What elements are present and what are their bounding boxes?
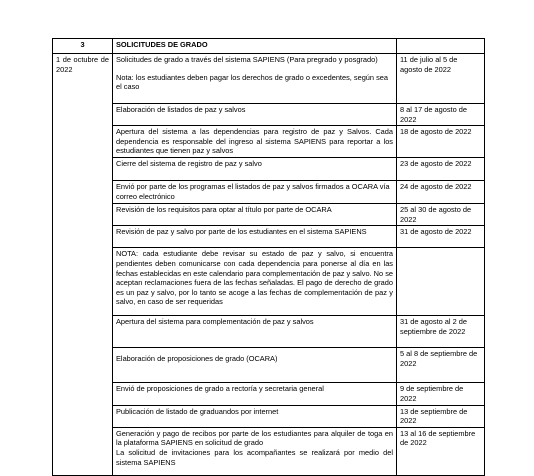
date-cell: 31 de agosto de 2022 [397,226,485,248]
activity-cell: Revisión de paz y salvo por parte de los estudiantes en el sistema SAPIENS [113,226,397,248]
date-cell: 13 de septiembre de 2022 [397,405,485,427]
date-cell: 31 de agosto al 2 de septiembre de 2022 [397,316,485,348]
activity-cell: Revisión de los requisitos para optar al título por parte de OCARA [113,204,397,226]
date-cell: 23 de agosto de 2022 [397,158,485,181]
date-cell: 9 de septiembre de 2022 [397,383,485,405]
date-cell: 13 al 16 de septiembre de 2022 [397,427,485,475]
activity-cell: Cierre del sistema de registro de paz y salvo [113,158,397,181]
section-number: 3 [53,39,113,54]
activity-cell: Envió por parte de los programas el listados de paz y salvos firmados a OCARA vía correo electrónico [113,181,397,204]
activity-cell [113,427,397,475]
date-cell [397,248,485,316]
date-cell: 11 de julio al 5 de agosto de 2022 [397,54,485,104]
table-row [53,54,485,104]
activity-note: La solicitud de invitaciones para los acompañantes se realizará por medio del sistema SAPIENS [116,447,393,467]
activity-cell: Apertura del sistema para complementación de paz y salvos [113,316,397,348]
date-cell: 24 de agosto de 2022 [397,181,485,204]
section-title: SOLICITUDES DE GRADO [113,39,397,54]
start-date-cell: 1 de octubre de 2022 [53,54,113,476]
table-row [53,126,485,158]
activity-cell: Apertura del sistema a las dependencias para registro de paz y Salvos. Cada dependencia es responsable del ingreso al sistema SAPIENS para reportar a los estudiantes que tienen paz y salvos [113,126,397,158]
table-row [53,348,485,383]
table-row [53,316,485,348]
activity-note: Nota: los estudiantes deben pagar los derechos de grado o excedentes, según sea el caso [116,72,388,92]
date-cell: 8 al 17 de agosto de 2022 [397,104,485,126]
date-cell: 25 al 30 de agosto de 2022 [397,204,485,226]
table-row [53,226,485,248]
activity-cell-note: NOTA: cada estudiante debe revisar su estado de paz y salvo, si encuentra pendientes deben comunicarse con cada dependencia para ponerse al día en las fechas establecidas en este calendario para complementación de paz y salvo. No se aceptan reclamaciones fuera de las fechas señaladas. El pago de derecho de grado es un paz y salvo, por lo tanto se acoge a las fechas de complementación de paz y salvo, en caso de ser requeridas [113,248,397,316]
activity-cell: Publicación de listado de graduandos por internet [113,405,397,427]
table-row [53,248,485,316]
table-header-row [53,39,485,54]
table-row [53,104,485,126]
activity-cell: Elaboración de proposiciones de grado (OCARA) [113,348,397,383]
table-row [53,204,485,226]
activity-cell [113,54,397,104]
activity-cell: Elaboración de listados de paz y salvos [113,104,397,126]
table-row [53,405,485,427]
table-row [53,181,485,204]
activity-cell: Envió de proposiciones de grado a rectoría y secretaria general [113,383,397,405]
table-row [53,158,485,181]
table-row [53,427,485,475]
table-row [53,383,485,405]
activity-text: Generación y pago de recibos por parte de los estudiantes para alquiler de toga en la plataforma SAPIENS en solicitud de grado [116,428,393,448]
header-empty-cell [397,39,485,54]
activity-text: Solicitudes de grado a través del sistema SAPIENS (Para pregrado y posgrado) [116,55,378,64]
graduation-schedule-table [52,38,485,476]
date-cell: 5 al 8 de septiembre de 2022 [397,348,485,383]
date-cell: 18 de agosto de 2022 [397,126,485,158]
